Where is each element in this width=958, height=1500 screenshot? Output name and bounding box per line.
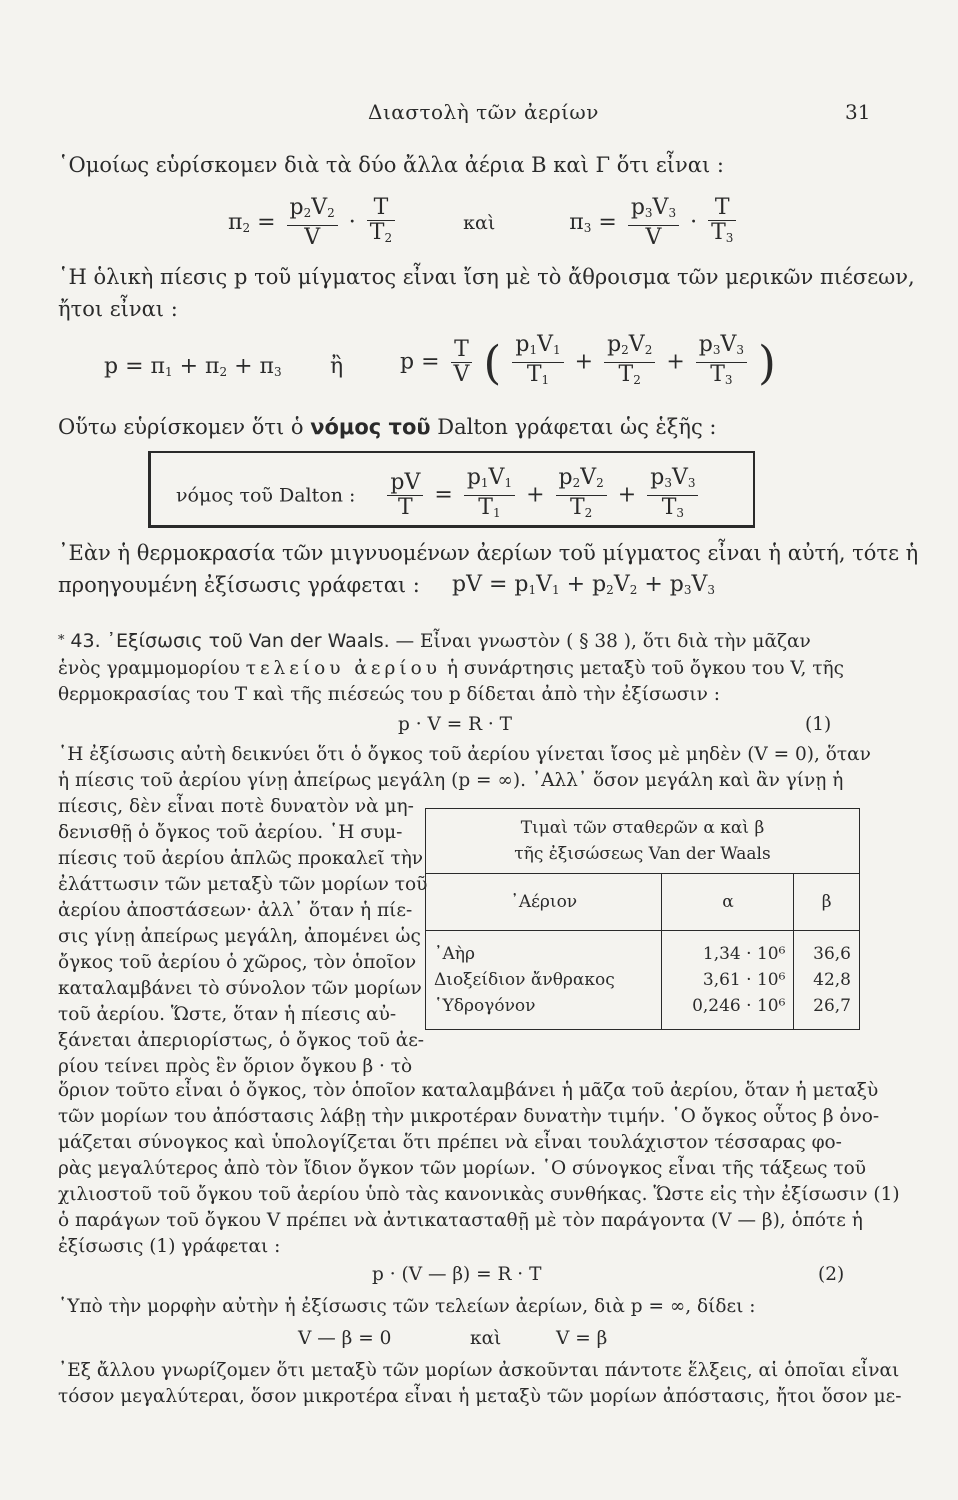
table-body [426,931,860,1030]
equation-2-label: (2) [818,1264,845,1285]
column-line: σις γίνῃ ἀπείρως μεγάλη, ἀπομένει ὡς [58,926,421,947]
equation-partial-pressures: $\pi_2$ = $\frac{p_2V_2}{V}$ · $\frac{T}{T_2}$ καὶ $\pi_3$ = $\frac{p_3V_3}{V}$ · $\frac{T}{T_3}$ [228,196,740,250]
paragraph-total-pressure-2: ἤτοι εἶναι : [58,297,178,321]
paragraph-attraction-1: ᾿Εξ ἄλλου γνωρίζομεν ὅτι μεταξὺ τῶν μορίων ἀσκοῦνται πάντοτε ἕλξεις, αἱ ὁποῖαι εἶναι [58,1360,900,1381]
page-number: 31 [845,100,871,124]
section-43-heading [58,628,811,655]
ideal-gas-spaced: τελείου ἀερίου [245,658,441,679]
section-text-1: — Εἶναι γνωστὸν ( § 38 ), ὅτι διὰ τὴν μᾶζαν [395,631,811,652]
paragraph-intro: ῾Ομοίως εὑρίσκομεν διὰ τὰ δύο ἄλλα ἀέρια Β καὶ Γ ὅτι εἶναι : [58,153,724,177]
table-header-beta: β [794,874,860,931]
paragraph-covolume: ὅριον τοῦτο εἶναι ὁ ὄγκος, τὸν ὁποῖον καταλαμβάνει ἡ μᾶζα τοῦ ἀερίου, ὅταν ἡ μεταξὺ τῶν μορίων του ἀπόστασις λάβῃ τὴν μικροτέραν δυνατὴν τιμήν. ῾Ο ὄγκος οὗτος β ὀνο- μάζεται σύνογκος καὶ ὑπολογίζεται ὅτι πρέπει νὰ εἶναι τουλάχιστον τέσσαρας φο- ρὰς μεγαλύτερος ἀπὸ τὸν ἴδιον ὄγκον τῶν μορίων. ῾Ο σύνογκος εἶναι τῆς τάξεως τοῦ χιλιοστοῦ τοῦ ὄγκου τοῦ ἀερίου ὑπὸ τὰς κανονικὰς συνθήκας. Ὥστε εἰς τὴν ἐξίσωσιν (1) ὁ παράγων τοῦ ὄγκου V πρέπει νὰ ἀντικατασταθῇ μὲ τὸν παράγοντα (V — β), ὁπότε ἡ ἐξίσωσις (1) γράφεται : [58,1080,900,1257]
column-line: καταλαμβάνει τὸ σύνολον τῶν μορίων [58,978,422,999]
equation-1-label: (1) [805,714,832,735]
column-line: πίεσις, δὲν εἶναι ποτὲ δυνατὸν νὰ μη- [58,796,414,817]
section-43-line-2: ἑνὸς γραμμομορίου τελείου ἀερίου ἡ συνάρτησις μεταξὺ τοῦ ὄγκου του V, τῆς [58,658,845,679]
table-caption-row [426,809,860,874]
table-caption: Τιμαὶ τῶν σταθερῶν α καὶ β τῆς ἐξισώσεως Van der Waals [426,809,860,874]
running-title: Διαστολὴ τῶν ἀερίων [368,100,599,124]
table-cell-gas: ᾿Αὴρ [434,944,475,964]
section-number: 43. [70,630,101,652]
dalton-law-label: νόμος τοῦ Dalton : [176,484,356,507]
table-cell-alpha: 1,34 · 10⁶ [702,944,786,964]
section-star: * [58,633,65,648]
column-line: ἐλάττωσιν τῶν μεταξὺ τῶν μορίων τοῦ [58,874,428,895]
table-cell-beta: 36,6 [813,944,851,964]
equation-3-conjunction: καὶ [470,1328,502,1349]
equation-3-right: V = β [556,1328,608,1349]
paragraph-dalton-intro: Οὕτω εὑρίσκομεν ὅτι ὁ νόμος τοῦ Dalton γράφεται ὡς ἑξῆς : [58,415,717,439]
paragraph-same-temperature-1: ᾿Εὰν ἡ θερμοκρασία τῶν μιγνυομένων ἀερίων τοῦ μίγματος εἶναι ἡ αὐτή, τότε ἡ [58,541,919,565]
table-cell-gas: Διοξείδιον ἄνθρακος [434,970,615,990]
paragraph-total-pressure-1: ῾Η ὁλικὴ πίεσις p τοῦ μίγματος εἶναι ἴση μὲ τὸ ἄθροισμα τῶν μερικῶν πιέσεων, [58,265,915,289]
table-header-row [426,874,860,931]
paragraph-attraction-2: τόσον μεγαλύτεραι, ὅσον μικροτέρα εἶναι ἡ μεταξὺ τῶν μορίων ἀπόστασις, ἤτοι ὅσον με- [58,1386,902,1407]
equation-sum-pressures: $p = \pi_1 + \pi_2 + \pi_3$ [104,354,282,379]
column-line: ξάνεται ἀπεριορίστως, ὁ ὄγκος τοῦ ἀε- [58,1030,425,1051]
column-line: ρίου τείνει πρὸς ἓν ὅριον ὄγκου β · τὸ [58,1056,413,1077]
dalton-law-emphasis: νόμος τοῦ [310,415,431,439]
equation-conjunction: καὶ [463,212,496,234]
table-cell-beta: 26,7 [813,996,851,1016]
section-title: ᾿Εξίσωσις τοῦ Van der Waals. [106,630,390,652]
table-cell-alpha: 0,246 · 10⁶ [692,996,786,1016]
equation-total-pressure: p = $\frac{T}{V}$ ( $\frac{p_1V_1}{T_1}$ + $\frac{p_2V_2}{T_2}$ + $\frac{p_3V_3}{T_3}$ ) [400,332,776,390]
equation-same-temperature: pV = $p_1V_1 + p_2V_2 + p_3V_3$ [452,572,716,597]
paragraph-limit: ῾Υπὸ τὴν μορφὴν αὐτὴν ἡ ἐξίσωσις τῶν τελείων ἀερίων, διὰ p = ∞, δίδει : [58,1296,756,1317]
dalton-law-formula: νόμος τοῦ Dalton : $\frac{pV}{T}$ = $\frac{p_1V_1}{T_1}$ + $\frac{p_2V_2}{T_2}$ + $\frac{p_3V_3}{T_3}$ [176,466,702,525]
table-cell-alpha: 3,61 · 10⁶ [702,970,786,990]
van-der-waals-table [425,808,860,1030]
section-43-line-3: θερμοκρασίας του T καὶ τῆς πιέσεώς του p δίδεται ἀπὸ τὴν ἐξίσωσιν : [58,684,720,705]
paragraph-pressure-1: ῾Η ἐξίσωσις αὐτὴ δεικνύει ὅτι ὁ ὄγκος τοῦ ἀερίου γίνεται ἴσος μὲ μηδὲν (V = 0), ὅταν [58,744,871,765]
column-line: ἀερίου ἀποστάσεων· ἀλλ᾿ ὅταν ἡ πίε- [58,900,413,921]
paragraph-same-temperature-2: προηγουμένη ἐξίσωσις γράφεται : [58,573,420,597]
column-line: πίεσις τοῦ ἀερίου ἁπλῶς προκαλεῖ τὴν [58,848,424,869]
column-line: δενισθῇ ὁ ὄγκος τοῦ ἀερίου. ῾Η συμ- [58,822,403,843]
equation-3-left: V — β = 0 [298,1328,392,1349]
table-header-alpha: α [662,874,794,931]
paragraph-column [58,794,428,1080]
equation-or: ἢ [330,354,344,379]
equation-1: p · V = R · T [398,714,513,735]
equation-2: p · (V — β) = R · T [372,1264,542,1285]
column-line: τοῦ ἀερίου. Ὥστε, ὅταν ἡ πίεσις αὐ- [58,1004,397,1025]
table-cell-gas: ῾Υδρογόνον [434,996,536,1016]
paragraph-pressure-2: ἡ πίεσις τοῦ ἀερίου γίνῃ ἀπείρως μεγάλη (p = ∞). ᾿Αλλ᾿ ὅσον μεγάλη καὶ ἂν γίνῃ ἡ [58,770,844,791]
column-line: ὄγκος τοῦ ἀερίου ὁ χῶρος, τὸν ὁποῖον [58,952,417,973]
table-cell-beta: 42,8 [813,970,851,990]
table-header-gas: ᾿Αέριον [426,874,662,931]
